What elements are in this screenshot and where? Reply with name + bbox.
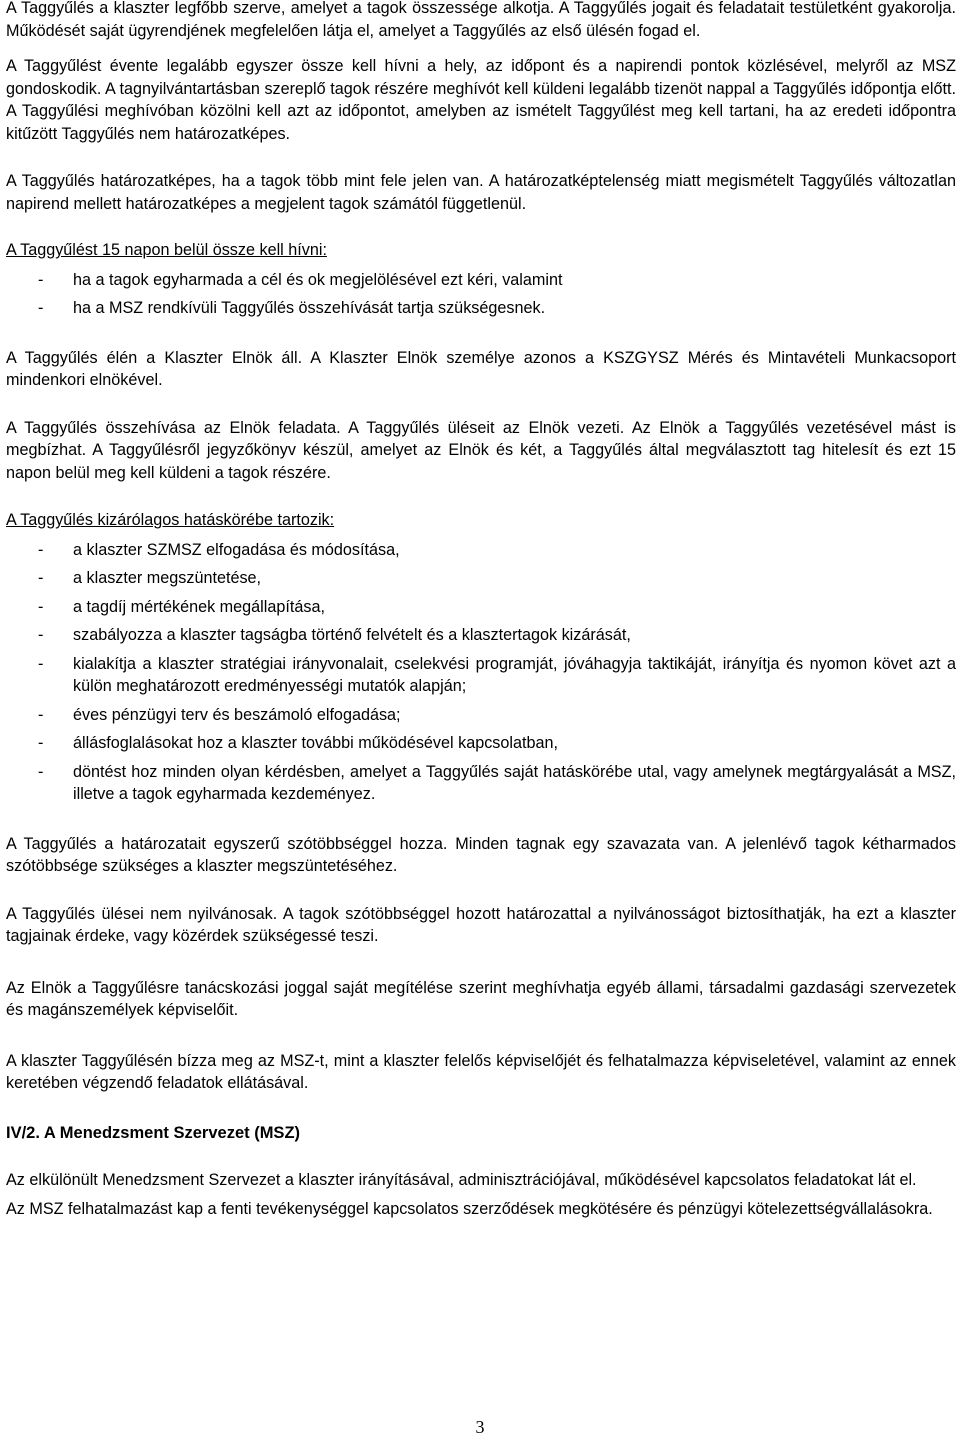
list-item-text: ha a MSZ rendkívüli Taggyűlés összehívását tartja szükségesnek. — [73, 299, 546, 317]
paragraph-msz-intro: Az elkülönült Menedzsment Szervezet a klaszter irányításával, adminisztrációjával, működésével kapcsolatos feladatokat lát el. — [6, 1170, 917, 1189]
list-item — [6, 567, 956, 590]
list-item-text: állásfoglalásokat hoz a klaszter további működésével kapcsolatban, — [73, 734, 559, 752]
list-item-text: szabályozza a klaszter tagságba történő felvételt és a klasztertagok kizárását, — [73, 626, 631, 644]
paragraph-president-duties: A Taggyűlés összehívása az Elnök feladata. A Taggyűlés üléseit az Elnök vezeti. Az Elnök a Taggyűlés vezetésével mást is megbízhat. A Taggyűlésről jegyzőkönyv készül, amelyet az Elnök és két, a Taggyűlés által megválasztott tag hitelesít és ezt 15 napon belül meg kell küldeni a tagok részére. — [6, 418, 956, 482]
competence-list — [6, 539, 956, 806]
dash-bullet: - — [38, 299, 44, 317]
list-item — [6, 732, 956, 755]
list-item-text: éves pénzügyi terv és beszámoló elfogadása; — [73, 705, 401, 724]
dash-bullet: - — [38, 540, 44, 559]
list-item-text: kialakítja a klaszter stratégiai irányvonalait, cselekvési programját, jóváhagyja taktikáját, irányítja és nyomon követ azt a külön meghatározott eredményességi mutatók alapján; — [73, 654, 956, 695]
paragraph-convening: A Taggyűlést évente legalább egyszer össze kell hívni a hely, az időpont és a napirendi pontok közlésével, melyről az MSZ gondoskodik. A tagnyilvántartásban szereplő tagok részére meghívót kell küldeni legalább tizenöt nappal a Taggyűlés időpontja előtt. A Taggyűlési meghívóban közölni kell azt az időpontot, amelyben az ismételt Taggyűlést meg kell tartani, ha az eredeti időpontra kitűzött Taggyűlés nem határozatképes. — [6, 57, 956, 143]
convene-heading-text: A Taggyűlést 15 napon belül össze kell hívni: — [6, 241, 327, 259]
convene-list — [6, 269, 956, 320]
list-item — [6, 704, 956, 727]
dash-bullet: - — [38, 734, 44, 752]
dash-bullet: - — [38, 597, 44, 616]
dash-bullet: - — [38, 654, 44, 673]
paragraph-voting: A Taggyűlés a határozatait egyszerű szótöbbséggel hozza. Minden tagnak egy szavazata van. A jelenlévő tagok kétharmados szótöbbsége szükséges a klaszter megszüntetéséhez. — [6, 834, 956, 875]
dash-bullet: - — [38, 270, 44, 289]
list-item-text: ha a tagok egyharmada a cél és ok megjelölésével ezt kéri, valamint — [73, 270, 563, 289]
competence-heading-text: A Taggyűlés kizárólagos hatáskörébe tartozik: — [6, 511, 335, 529]
paragraph-publicity: A Taggyűlés ülései nem nyilvánosak. A tagok szótöbbséggel hozott határozattal a nyilvánosságot biztosíthatják, ha ezt a klaszter tagjainak érdeke, vagy közérdek szükségessé teszi. — [6, 904, 956, 945]
list-item — [6, 297, 956, 320]
document-page — [6, 0, 956, 1221]
paragraph-general-assembly: A Taggyűlés a klaszter legfőbb szerve, amelyet a tagok összessége alkotja. A Taggyűlés jogait és feladatait testületként gyakorolja. Működését saját ügyrendjének megfelelően látja el, amelyet a Taggyűlés az első ülésén fogad el. — [6, 0, 956, 40]
list-item — [6, 624, 956, 647]
page-number: 3 — [475, 1417, 485, 1437]
list-item — [6, 539, 956, 562]
paragraph-guests: Az Elnök a Taggyűlésre tanácskozási joggal saját megítélése szerint meghívhatja egyéb állami, társadalmi gazdasági szervezetek és magánszemélyek képviselőit. — [6, 978, 956, 1019]
dash-bullet: - — [38, 762, 44, 781]
dash-bullet: - — [38, 705, 44, 724]
section-heading: IV/2. A Menedzsment Szervezet (MSZ) — [6, 1123, 301, 1142]
convene-heading — [6, 239, 956, 262]
paragraph-msz-authority: Az MSZ felhatalmazást kap a fenti tevékenységgel kapcsolatos szerződések megkötésére és pénzügyi kötelezettségvállalásokra. — [6, 1200, 933, 1218]
paragraph-representation: A klaszter Taggyűlésén bízza meg az MSZ-t, mint a klaszter felelős képviselőjét és felhatalmazza képviseletével, valamint az ennek keretében végzendő feladatok ellátásával. — [6, 1051, 956, 1092]
list-item — [6, 761, 956, 806]
paragraph-quorum: A Taggyűlés határozatképes, ha a tagok több mint fele jelen van. A határozatképtelenség miatt megismételt Taggyűlés változatlan napirend mellett határozatképes a megjelent tagok számától függetlenül. — [6, 172, 956, 213]
competence-heading — [6, 509, 956, 532]
list-item — [6, 596, 956, 619]
dash-bullet: - — [38, 569, 44, 587]
list-item-text: döntést hoz minden olyan kérdésben, amelyet a Taggyűlés saját hatáskörébe utal, vagy amelynek megtárgyalását a MSZ, illetve a tagok egyharmada kezdeményez. — [73, 762, 956, 803]
list-item-text: a klaszter megszüntetése, — [73, 569, 262, 587]
list-item-text: a klaszter SZMSZ elfogadása és módosítása, — [73, 540, 400, 559]
list-item — [6, 653, 956, 698]
dash-bullet: - — [38, 626, 44, 644]
list-item — [6, 269, 956, 292]
paragraph-president: A Taggyűlés élén a Klaszter Elnök áll. A Klaszter Elnök személye azonos a KSZGYSZ Mérés és Mintavételi Munkacsoport mindenkori elnökével. — [6, 348, 956, 389]
list-item-text: a tagdíj mértékének megállapítása, — [73, 597, 325, 616]
